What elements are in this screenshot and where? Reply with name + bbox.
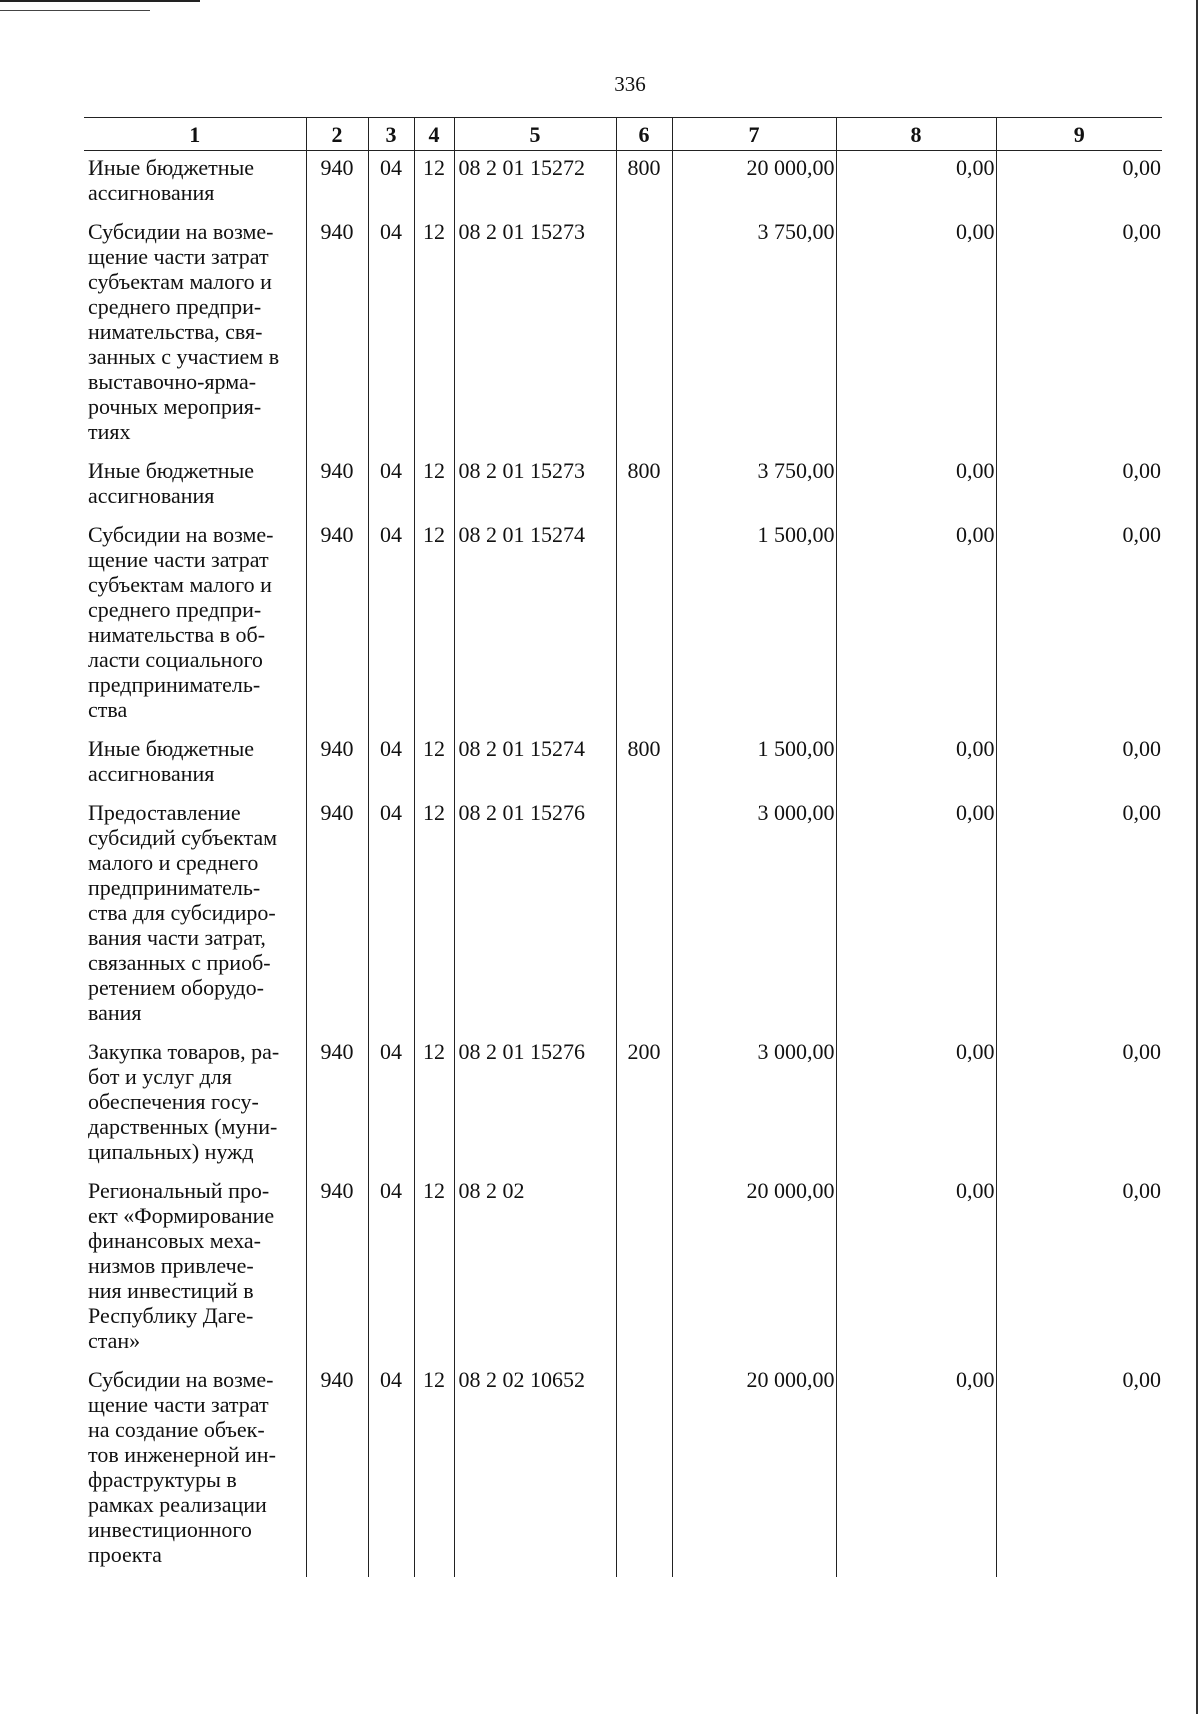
- row-name-line: ассигнования: [88, 761, 215, 786]
- row-name-line: ассигнования: [88, 180, 215, 205]
- amount-year3-cell: 0,00: [996, 1174, 1162, 1363]
- row-name-line: Иные бюджетные: [88, 155, 255, 180]
- subsection-code-cell: 12: [414, 454, 454, 518]
- table-row: [84, 151, 1162, 216]
- subsection-code-cell: 12: [414, 215, 454, 454]
- target-article-cell: 08 2 01 15273: [454, 454, 616, 518]
- amount-year2-cell: 0,00: [836, 732, 996, 796]
- expense-type-cell: 800: [616, 454, 672, 518]
- section-code-cell: 04: [368, 1363, 414, 1577]
- column-header: 8: [836, 118, 996, 151]
- section-code-cell: 04: [368, 1174, 414, 1363]
- ministry-code-cell: 940: [306, 1174, 368, 1363]
- page-number: 336: [614, 72, 646, 96]
- amount-year3-cell: 0,00: [996, 732, 1162, 796]
- row-name-line: проекта: [88, 1542, 162, 1567]
- table-row: [84, 1363, 1162, 1577]
- row-name-line: Республику Даге-: [88, 1303, 254, 1328]
- row-name-line: щение части затрат: [88, 1392, 269, 1417]
- row-name-line: щение части затрат: [88, 244, 269, 269]
- amount-year1-cell: 1 500,00: [672, 518, 836, 732]
- row-name-cell: [84, 1174, 306, 1363]
- target-article-cell: 08 2 01 15274: [454, 732, 616, 796]
- row-name-line: ства: [88, 697, 128, 722]
- section-code-cell: 04: [368, 1035, 414, 1174]
- amount-year2-cell: 0,00: [836, 1174, 996, 1363]
- ministry-code-cell: 940: [306, 1035, 368, 1174]
- row-name-line: инвестиционного: [88, 1517, 252, 1542]
- table-row: [84, 215, 1162, 454]
- row-name-line: ципальных) нужд: [88, 1139, 254, 1164]
- table-row: [84, 796, 1162, 1035]
- row-name-line: связанных с приоб-: [88, 950, 271, 975]
- table-row: [84, 454, 1162, 518]
- row-name-line: Предоставление: [88, 800, 241, 825]
- row-name-cell: [84, 518, 306, 732]
- row-name-cell: [84, 454, 306, 518]
- amount-year2-cell: 0,00: [836, 518, 996, 732]
- subsection-code-cell: 12: [414, 151, 454, 216]
- row-name-line: фраструктуры в: [88, 1467, 237, 1492]
- amount-year2-cell: 0,00: [836, 1035, 996, 1174]
- amount-year1-cell: 3 000,00: [672, 1035, 836, 1174]
- row-name-cell: [84, 732, 306, 796]
- row-name-line: тов инженерной ин-: [88, 1442, 276, 1467]
- row-name-line: ства для субсидиро-: [88, 900, 276, 925]
- subsection-code-cell: 12: [414, 1174, 454, 1363]
- section-code-cell: 04: [368, 151, 414, 216]
- row-name-line: субъектам малого и: [88, 572, 272, 597]
- amount-year3-cell: 0,00: [996, 215, 1162, 454]
- table-header-row: [84, 118, 1162, 151]
- expense-type-cell: [616, 518, 672, 732]
- expense-type-cell: 800: [616, 151, 672, 216]
- row-name-line: Иные бюджетные: [88, 458, 255, 483]
- column-header: 6: [616, 118, 672, 151]
- amount-year1-cell: 20 000,00: [672, 1363, 836, 1577]
- amount-year3-cell: 0,00: [996, 151, 1162, 216]
- row-name-line: рамках реализации: [88, 1492, 267, 1517]
- amount-year3-cell: 0,00: [996, 518, 1162, 732]
- amount-year3-cell: 0,00: [996, 454, 1162, 518]
- row-name-line: малого и среднего: [88, 850, 259, 875]
- row-name-line: обеспечения госу-: [88, 1089, 259, 1114]
- subsection-code-cell: 12: [414, 1363, 454, 1577]
- row-name-line: нимательства, свя-: [88, 319, 263, 344]
- target-article-cell: 08 2 02: [454, 1174, 616, 1363]
- section-code-cell: 04: [368, 732, 414, 796]
- amount-year1-cell: 20 000,00: [672, 1174, 836, 1363]
- target-article-cell: 08 2 01 15276: [454, 1035, 616, 1174]
- row-name-cell: [84, 151, 306, 216]
- subsection-code-cell: 12: [414, 796, 454, 1035]
- column-header: 9: [996, 118, 1162, 151]
- target-article-cell: 08 2 01 15273: [454, 215, 616, 454]
- scan-edge-line: [1196, 0, 1198, 1714]
- budget-table: [84, 117, 1162, 1577]
- row-name-line: нимательства в об-: [88, 622, 266, 647]
- ministry-code-cell: 940: [306, 732, 368, 796]
- ministry-code-cell: 940: [306, 454, 368, 518]
- row-name-line: Субсидии на возме-: [88, 219, 274, 244]
- amount-year1-cell: 1 500,00: [672, 732, 836, 796]
- ministry-code-cell: 940: [306, 1363, 368, 1577]
- row-name-line: дарственных (муни-: [88, 1114, 278, 1139]
- row-name-line: Субсидии на возме-: [88, 1367, 274, 1392]
- target-article-cell: 08 2 01 15276: [454, 796, 616, 1035]
- row-name-line: бот и услуг для: [88, 1064, 232, 1089]
- row-name-line: субсидий субъектам: [88, 825, 278, 850]
- column-header: 7: [672, 118, 836, 151]
- row-name-line: ретением оборудо-: [88, 975, 264, 1000]
- row-name-line: стан»: [88, 1328, 141, 1353]
- row-name-line: вания части затрат,: [88, 925, 266, 950]
- amount-year1-cell: 3 750,00: [672, 454, 836, 518]
- subsection-code-cell: 12: [414, 732, 454, 796]
- section-code-cell: 04: [368, 796, 414, 1035]
- table-row: [84, 518, 1162, 732]
- row-name-cell: [84, 1035, 306, 1174]
- expense-type-cell: [616, 1363, 672, 1577]
- target-article-cell: 08 2 01 15272: [454, 151, 616, 216]
- ministry-code-cell: 940: [306, 518, 368, 732]
- scan-edge-line: [0, 10, 150, 11]
- row-name-cell: [84, 1363, 306, 1577]
- row-name-line: субъектам малого и: [88, 269, 272, 294]
- row-name-line: занных с участием в: [88, 344, 280, 369]
- column-header: 5: [454, 118, 616, 151]
- row-name-line: Иные бюджетные: [88, 736, 255, 761]
- row-name-line: Региональный про-: [88, 1178, 270, 1203]
- row-name-line: среднего предпри-: [88, 294, 262, 319]
- amount-year2-cell: 0,00: [836, 151, 996, 216]
- row-name-line: тиях: [88, 419, 131, 444]
- amount-year1-cell: 3 750,00: [672, 215, 836, 454]
- table-row: [84, 1035, 1162, 1174]
- column-header: 4: [414, 118, 454, 151]
- row-name-line: ния инвестиций в: [88, 1278, 254, 1303]
- section-code-cell: 04: [368, 215, 414, 454]
- section-code-cell: 04: [368, 454, 414, 518]
- target-article-cell: 08 2 02 10652: [454, 1363, 616, 1577]
- subsection-code-cell: 12: [414, 518, 454, 732]
- row-name-line: среднего предпри-: [88, 597, 262, 622]
- ministry-code-cell: 940: [306, 151, 368, 216]
- subsection-code-cell: 12: [414, 1035, 454, 1174]
- column-header: 1: [84, 118, 306, 151]
- row-name-line: на создание объек-: [88, 1417, 265, 1442]
- amount-year2-cell: 0,00: [836, 215, 996, 454]
- amount-year2-cell: 0,00: [836, 796, 996, 1035]
- row-name-cell: [84, 215, 306, 454]
- amount-year3-cell: 0,00: [996, 1363, 1162, 1577]
- ministry-code-cell: 940: [306, 215, 368, 454]
- ministry-code-cell: 940: [306, 796, 368, 1035]
- target-article-cell: 08 2 01 15274: [454, 518, 616, 732]
- expense-type-cell: [616, 796, 672, 1035]
- row-name-line: ассигнования: [88, 483, 215, 508]
- row-name-line: Закупка товаров, ра-: [88, 1039, 280, 1064]
- column-header: 3: [368, 118, 414, 151]
- amount-year2-cell: 0,00: [836, 1363, 996, 1577]
- row-name-line: финансовых меха-: [88, 1228, 261, 1253]
- expense-type-cell: [616, 215, 672, 454]
- row-name-line: рочных мероприя-: [88, 394, 262, 419]
- amount-year1-cell: 20 000,00: [672, 151, 836, 216]
- row-name-line: вания: [88, 1000, 142, 1025]
- amount-year2-cell: 0,00: [836, 454, 996, 518]
- row-name-line: предприниматель-: [88, 875, 261, 900]
- row-name-line: выставочно-ярма-: [88, 369, 257, 394]
- amount-year3-cell: 0,00: [996, 1035, 1162, 1174]
- column-header: 2: [306, 118, 368, 151]
- expense-type-cell: [616, 1174, 672, 1363]
- row-name-line: низмов привлече-: [88, 1253, 254, 1278]
- table-row: [84, 732, 1162, 796]
- row-name-line: Субсидии на возме-: [88, 522, 274, 547]
- table-row: [84, 1174, 1162, 1363]
- section-code-cell: 04: [368, 518, 414, 732]
- amount-year1-cell: 3 000,00: [672, 796, 836, 1035]
- row-name-line: предприниматель-: [88, 672, 261, 697]
- row-name-line: ласти социального: [88, 647, 263, 672]
- scan-edge-line: [0, 0, 200, 2]
- expense-type-cell: 800: [616, 732, 672, 796]
- amount-year3-cell: 0,00: [996, 796, 1162, 1035]
- row-name-line: ект «Формирование: [88, 1203, 275, 1228]
- row-name-line: щение части затрат: [88, 547, 269, 572]
- row-name-cell: [84, 796, 306, 1035]
- expense-type-cell: 200: [616, 1035, 672, 1174]
